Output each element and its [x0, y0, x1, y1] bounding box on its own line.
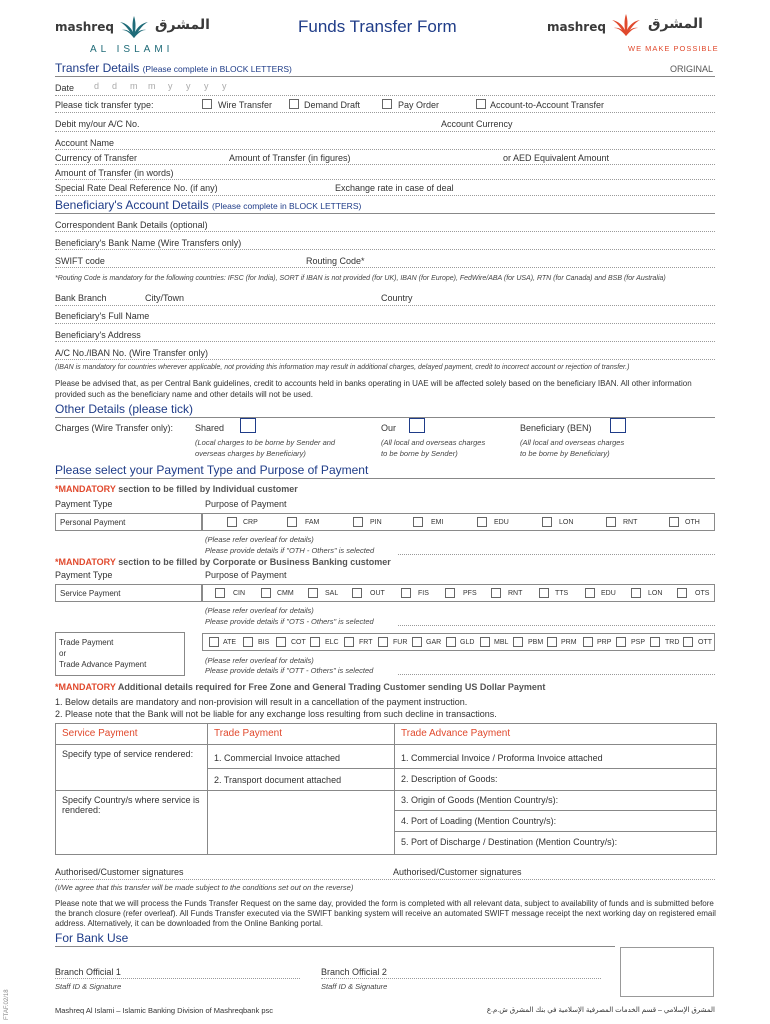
- description-goods-label: 2. Description of Goods:: [401, 774, 498, 784]
- central-bank-advice: Please be advised that, as per Central Bank guidelines, credit to accounts held in banks operating in UAE will be affected solely based on the beneficiary IBAN. All other information provided such as the beneficiary name and other details will not be used.: [55, 379, 692, 399]
- payment-type-label: Payment Type: [55, 499, 113, 509]
- code-checkbox[interactable]: [243, 637, 253, 647]
- code-checkbox[interactable]: [310, 637, 320, 647]
- service-payment-cell: Service Payment: [55, 584, 202, 602]
- bank-use-heading: For Bank Use: [55, 931, 129, 945]
- code-checkbox[interactable]: [287, 517, 297, 527]
- right-arabic-brand: المشرق: [648, 16, 703, 32]
- processing-note: Please note that we will process the Funds Transfer Request on the same day, provided the form is completed with all relevant data, subject to availability of funds and is submitted before the branch closure (refer overleaf). All Funds Transfer executed via the SWIFT banking system will receive an automated SWIFT message receipt the next working day on registered email address. Alternatively, it can be downloaded from the Online Banking portal.: [55, 899, 716, 928]
- code-checkbox[interactable]: [491, 588, 501, 598]
- city-label: City/Town: [145, 293, 185, 303]
- exchange-rate-input[interactable]: [470, 181, 715, 193]
- bank-branch-label: Bank Branch: [55, 293, 107, 303]
- service-payment-header: Service Payment: [62, 728, 138, 739]
- country-input[interactable]: [420, 291, 715, 303]
- account-name-label: Account Name: [55, 138, 115, 148]
- routing-input[interactable]: [375, 254, 715, 266]
- transport-doc-label: 2. Transport document attached: [214, 775, 342, 785]
- our-note-1: (All local and overseas charges: [381, 438, 486, 447]
- signature-label-1: Authorised/Customer signatures: [55, 867, 184, 877]
- signature-field-1[interactable]: [205, 865, 385, 878]
- trade-payment-header: Trade Payment: [214, 728, 282, 739]
- ott-details-input[interactable]: [398, 674, 715, 675]
- refer-note-3: (Please refer overleaf for details): [205, 656, 314, 665]
- oth-details-input[interactable]: [398, 554, 715, 555]
- date-label: Date: [55, 83, 75, 93]
- shared-note-1: (Local charges to be borne by Sender and: [195, 438, 336, 447]
- freezone-note-1: 1. Below details are mandatory and non-provision will result in a cancellation of the payment instruction.: [55, 697, 468, 707]
- ott-note: Please provide details if "OTT - Others" is selected: [205, 666, 374, 675]
- code-checkbox[interactable]: [669, 517, 679, 527]
- code-checkbox[interactable]: [585, 588, 595, 598]
- routing-note: *Routing Code is mandatory for the following countries: IFSC (for India), SORT if IBAN is not provided (for UK), IBAN (for Europe), FedWire/ABA (for USA), RTN (for Canada) and BSB (for Australia): [55, 275, 666, 282]
- form-code: FTAF.02/18: [4, 989, 10, 1020]
- commercial-invoice-label: 1. Commercial Invoice attached: [214, 753, 341, 763]
- code-checkbox[interactable]: [308, 588, 318, 598]
- debit-account-input[interactable]: [160, 117, 430, 130]
- code-checkbox[interactable]: [401, 588, 411, 598]
- staff-id-2: Staff ID & Signature: [321, 982, 388, 991]
- left-arabic-brand: المشرق: [155, 17, 210, 33]
- payment-type-label-2: Payment Type: [55, 570, 113, 580]
- code-checkbox[interactable]: [683, 637, 693, 647]
- al-islami-label: AL ISLAMI: [90, 44, 174, 55]
- demand-draft-checkbox[interactable]: [289, 99, 299, 109]
- code-checkbox[interactable]: [539, 588, 549, 598]
- bank-name-label: Beneficiary's Bank Name (Wire Transfers only): [55, 238, 242, 248]
- code-checkbox[interactable]: [477, 517, 487, 527]
- oth-note: Please provide details if "OTH - Others" is selected: [205, 546, 375, 555]
- code-checkbox[interactable]: [445, 588, 455, 598]
- tagline: WE MAKE POSSIBLE: [628, 44, 719, 53]
- staff-id-1: Staff ID & Signature: [55, 982, 122, 991]
- code-checkbox[interactable]: [650, 637, 660, 647]
- account-currency-label: Account Currency: [441, 119, 513, 129]
- shared-label: Shared: [195, 423, 225, 433]
- origin-goods-label: 3. Origin of Goods (Mention Country/s):: [401, 795, 559, 805]
- shared-checkbox[interactable]: [240, 418, 256, 433]
- account-name-input[interactable]: [130, 136, 715, 148]
- demand-draft-label: Demand Draft: [304, 100, 361, 110]
- our-note-2: to be borne by Sender): [381, 449, 458, 458]
- amount-words-label: Amount of Transfer (in words): [55, 168, 174, 178]
- trade-codes-row: ATE BIS COT ELC FRT FUR GAR GLD MBL PBM PRM PRP PSP TRD OTT: [202, 633, 715, 651]
- a2a-label: Account-to-Account Transfer: [490, 100, 605, 110]
- freezone-note-2: 2. Please note that the Bank will not be liable for any exchange loss resulting from such decline in transactions.: [55, 709, 497, 719]
- code-checkbox[interactable]: [513, 637, 523, 647]
- refer-note-1: (Please refer overleaf for details): [205, 535, 314, 544]
- swift-label: SWIFT code: [55, 256, 105, 266]
- original-label: ORIGINAL: [670, 64, 714, 74]
- country-label: Country: [381, 293, 413, 303]
- charges-label: Charges (Wire Transfer only):: [55, 423, 174, 433]
- bank-name-input[interactable]: [265, 236, 715, 248]
- branch-official-1: Branch Official 1: [55, 967, 121, 977]
- aed-equivalent-input[interactable]: [625, 150, 715, 163]
- freezone-mandatory: *MANDATORY Additional details required for Free Zone and General Trading Customer sending US Dollar Payment: [55, 682, 546, 692]
- trade-advance-header: Trade Advance Payment: [401, 728, 511, 739]
- code-checkbox[interactable]: [344, 637, 354, 647]
- ben-checkbox[interactable]: [610, 418, 626, 433]
- proforma-invoice-label: 1. Commercial Invoice / Proforma Invoice attached: [401, 753, 603, 763]
- amount-figures-label: Amount of Transfer (in figures): [229, 153, 351, 163]
- code-checkbox[interactable]: [215, 588, 225, 598]
- full-name-label: Beneficiary's Full Name: [55, 311, 150, 321]
- footer-right: المشرق الإسلامي – قسم الخدمات المصرفية الإسلامية في بنك المشرق ش.م.ع: [486, 1007, 715, 1014]
- shared-note-2: overseas charges by Beneficiary): [195, 449, 306, 458]
- code-checkbox[interactable]: [412, 637, 422, 647]
- code-checkbox[interactable]: [677, 588, 687, 598]
- code-checkbox[interactable]: [353, 517, 363, 527]
- personal-codes-row: CRP FAM PIN EMI EDU LON RNT OTH: [202, 513, 715, 531]
- page-title: Funds Transfer Form: [298, 17, 457, 36]
- service-country-label: Specify Country/s where service is rendered:: [62, 795, 200, 815]
- pay-order-label: Pay Order: [398, 100, 440, 110]
- port-discharge-label: 5. Port of Discharge / Destination (Mention Country/s):: [401, 837, 618, 847]
- code-checkbox[interactable]: [606, 517, 616, 527]
- transfer-type-label: Please tick transfer type:: [55, 100, 154, 110]
- a2a-checkbox[interactable]: [476, 99, 486, 109]
- service-codes-row: CIN CMM SAL OUT FIS PFS RNT TTS EDU LON OTS: [202, 584, 715, 602]
- our-label: Our: [381, 423, 397, 433]
- code-checkbox[interactable]: [378, 637, 388, 647]
- purpose-label: Purpose of Payment: [205, 499, 287, 509]
- address-label: Beneficiary's Address: [55, 330, 141, 340]
- iban-input[interactable]: [230, 346, 715, 358]
- code-checkbox[interactable]: [261, 588, 271, 598]
- ots-note: Please provide details if "OTS - Others" is selected: [205, 617, 374, 626]
- signature-field-2[interactable]: [545, 865, 715, 878]
- correspondent-input[interactable]: [230, 218, 715, 230]
- our-checkbox[interactable]: [409, 418, 425, 433]
- routing-label: Routing Code*: [306, 256, 365, 266]
- branch-official-2: Branch Official 2: [321, 967, 387, 977]
- footer-left: Mashreq Al Islami – Islamic Banking Division of Mashreqbank psc: [55, 1006, 274, 1015]
- left-brand: mashreq: [55, 20, 114, 34]
- agree-note: (I/We agree that this transfer will be made subject to the conditions set out on the reverse): [55, 883, 354, 892]
- payment-type-heading: Please select your Payment Type and Purpose of Payment: [55, 463, 369, 477]
- full-name-input[interactable]: [165, 309, 715, 321]
- swift-input[interactable]: [110, 254, 300, 266]
- mashreq-logo-red-icon: [610, 12, 642, 38]
- right-brand: mashreq: [547, 20, 606, 34]
- code-checkbox[interactable]: [209, 637, 219, 647]
- individual-mandatory: *MANDATORY section to be filled by Individual customer: [55, 484, 298, 494]
- amount-figures-input[interactable]: [370, 150, 495, 163]
- code-checkbox[interactable]: [547, 637, 557, 647]
- address-input[interactable]: [155, 328, 715, 340]
- code-checkbox[interactable]: [446, 637, 456, 647]
- mashreq-logo-icon: [118, 14, 150, 40]
- special-rate-input[interactable]: [235, 181, 330, 193]
- exchange-rate-label: Exchange rate in case of deal: [335, 183, 454, 193]
- wire-transfer-label: Wire Transfer: [218, 100, 273, 110]
- city-input[interactable]: [195, 291, 375, 303]
- code-checkbox[interactable]: [352, 588, 362, 598]
- iban-label: A/C No./IBAN No. (Wire Transfer only): [55, 348, 209, 358]
- correspondent-label: Correspondent Bank Details (optional): [55, 220, 208, 230]
- code-checkbox[interactable]: [480, 637, 490, 647]
- ben-label: Beneficiary (BEN): [520, 423, 592, 433]
- pay-order-checkbox[interactable]: [382, 99, 392, 109]
- code-checkbox[interactable]: [542, 517, 552, 527]
- freezone-table: [55, 723, 717, 855]
- code-checkbox[interactable]: [276, 637, 286, 647]
- refer-note-2: (Please refer overleaf for details): [205, 606, 314, 615]
- corporate-mandatory: *MANDATORY section to be filled by Corporate or Business Banking customer: [55, 557, 391, 567]
- code-checkbox[interactable]: [631, 588, 641, 598]
- special-rate-label: Special Rate Deal Reference No. (if any): [55, 183, 218, 193]
- currency-input[interactable]: [148, 150, 208, 163]
- code-checkbox[interactable]: [616, 637, 626, 647]
- code-checkbox[interactable]: [583, 637, 593, 647]
- signature-label-2: Authorised/Customer signatures: [393, 867, 522, 877]
- bank-stamp-box: [620, 947, 714, 997]
- other-details-heading: Other Details (please tick): [55, 402, 194, 416]
- iban-note: (IBAN is mandatory for countries wherever applicable, not providing this information may result in additional charges, delayed payment, credit to incorrect account or rejection of transfer.): [55, 364, 630, 371]
- trade-payment-cell: Trade Payment or Trade Advance Payment: [55, 632, 185, 676]
- code-checkbox[interactable]: [227, 517, 237, 527]
- transfer-details-heading: Transfer Details (Please complete in BLOCK LETTERS): [55, 61, 292, 75]
- aed-equivalent-label: or AED Equivalent Amount: [503, 153, 610, 163]
- port-loading-label: 4. Port of Loading (Mention Country/s):: [401, 816, 557, 826]
- wire-transfer-checkbox[interactable]: [202, 99, 212, 109]
- date-input[interactable]: d d m m y y y y: [94, 81, 227, 91]
- ben-note-1: (All local and overseas charges: [520, 438, 625, 447]
- account-currency-input[interactable]: [530, 117, 715, 130]
- purpose-label-2: Purpose of Payment: [205, 570, 287, 580]
- service-type-label: Specify type of service rendered:: [62, 749, 194, 759]
- debit-account-label: Debit my/our A/C No.: [55, 119, 140, 129]
- currency-of-transfer-label: Currency of Transfer: [55, 153, 138, 163]
- ben-note-2: to be borne by Beneficiary): [520, 449, 610, 458]
- amount-words-input[interactable]: [190, 166, 715, 178]
- code-checkbox[interactable]: [413, 517, 423, 527]
- personal-payment-cell: Personal Payment: [55, 513, 202, 531]
- beneficiary-heading: Beneficiary's Account Details (Please complete in BLOCK LETTERS): [55, 198, 362, 212]
- ots-details-input[interactable]: [398, 625, 715, 626]
